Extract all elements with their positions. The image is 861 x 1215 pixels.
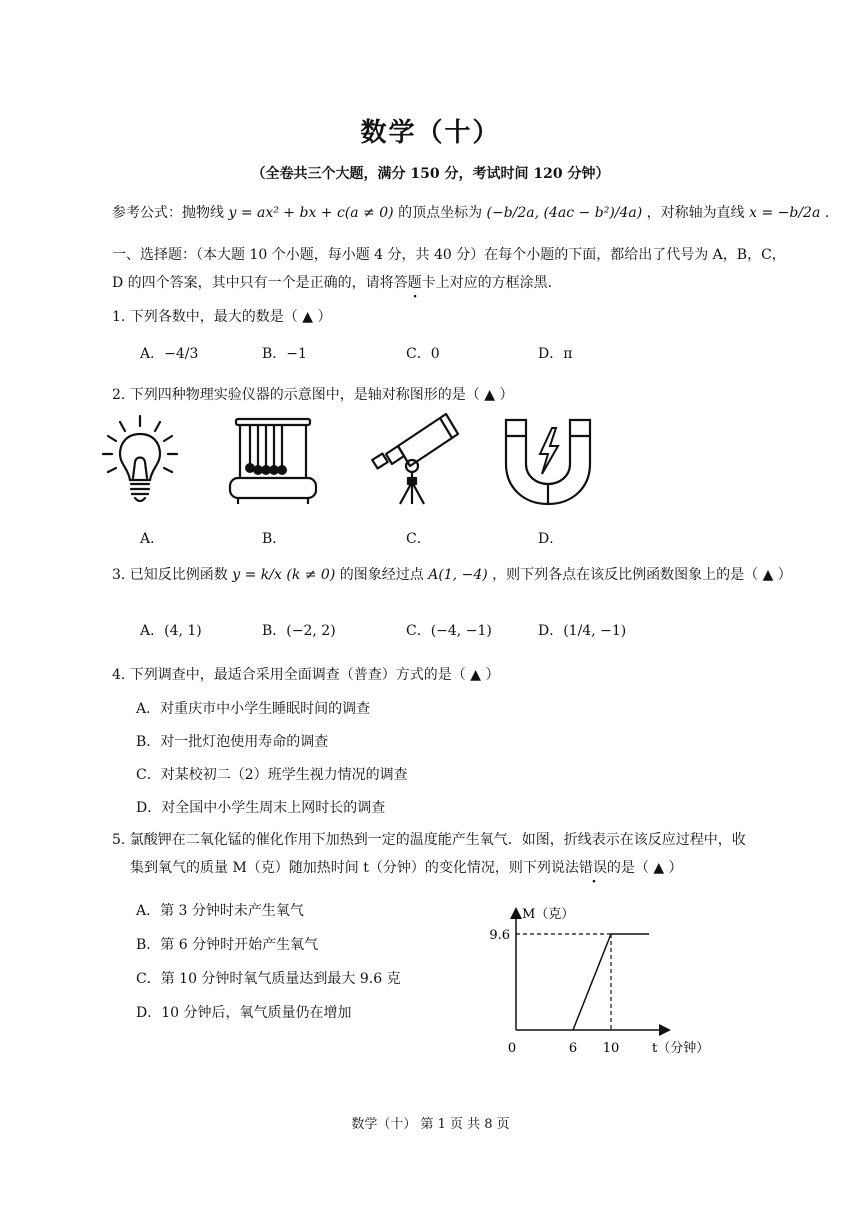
q2-option-c: C． bbox=[406, 531, 431, 547]
q1-option-c: C．0 bbox=[406, 346, 440, 362]
q4-option-b: B．对一批灯泡使用寿命的调查 bbox=[136, 734, 329, 750]
x-axis-label: t（分钟） bbox=[652, 1041, 710, 1056]
q1-option-d: D．π bbox=[538, 346, 573, 362]
section1-line1-text: 一、选择题：（本大题 10 个小题，每小题 4 分，共 40 分）在每个小题的下面，都给出了代号为 A，B，C， bbox=[112, 247, 786, 263]
q3-function: y = k/x (k ≠ 0) bbox=[232, 567, 336, 583]
q5-line1: 5. 氯酸钾在二氧化锰的催化作用下加热到一定的温度能产生氧气．如图，折线表示在该反应过程中，收 bbox=[112, 832, 746, 848]
section1-line2-a: D 的四个答案，其中只有一个是正确的，请将 bbox=[112, 275, 394, 291]
q5-option-d: D．10 分钟后，氧气质量仍在增加 bbox=[136, 1005, 352, 1021]
section1-line2-emphasis: 答题卡 bbox=[393, 275, 436, 291]
q1-stem: 1. 下列各数中，最大的数是（ ▲ ） bbox=[112, 309, 332, 325]
y-axis-label: M（克） bbox=[522, 907, 575, 922]
horseshoe-magnet-icon bbox=[500, 414, 596, 508]
page-subtitle: （全卷共三个大题，满分 150 分，考试时间 120 分钟） bbox=[251, 166, 610, 182]
q4-option-c: C．对某校初二（2）班学生视力情况的调查 bbox=[136, 767, 408, 783]
page-footer: 数学（十） 第 1 页 共 8 页 bbox=[351, 1117, 510, 1132]
q2-option-d: D． bbox=[538, 531, 564, 547]
q5-line2 bbox=[130, 858, 683, 878]
formula-vertex-text: 的顶点坐标为 bbox=[398, 205, 483, 221]
q3-stem-a: 3. 已知反比例函数 bbox=[112, 567, 228, 583]
origin-label: 0 bbox=[507, 1041, 517, 1056]
q4-option-a: A．对重庆市中小学生睡眠时间的调查 bbox=[136, 701, 371, 717]
q4-stem: 4. 下列调查中，最适合采用全面调查（普查）方式的是（ ▲ ） bbox=[112, 667, 500, 683]
q3-option-b: B．(−2, 2) bbox=[262, 623, 336, 639]
oxygen-mass-chart bbox=[480, 900, 740, 1062]
reference-formula bbox=[112, 203, 829, 223]
section1-line2 bbox=[112, 273, 552, 293]
telescope-icon bbox=[368, 408, 468, 508]
section1-line1 bbox=[112, 245, 786, 265]
formula-axis: x = −b/2a . bbox=[749, 205, 830, 221]
q2-stem: 2. 下列四种物理实验仪器的示意图中，是轴对称图形的是（ ▲ ） bbox=[112, 387, 514, 403]
q3-stem-c: ，则下列各点在该反比例函数图象上的是（ ▲ ） bbox=[492, 567, 792, 583]
y-tick-label: 9.6 bbox=[489, 928, 510, 943]
q3-stem-b: 的图象经过点 bbox=[339, 567, 424, 583]
q3-stem bbox=[112, 565, 792, 585]
formula-parabola: y = ax² + bx + c(a ≠ 0) bbox=[228, 205, 394, 221]
q1-option-b: B．−1 bbox=[262, 346, 307, 362]
x-tick-label: 10 bbox=[602, 1041, 620, 1056]
q2-option-a: A． bbox=[140, 531, 165, 547]
q1-option-a: A．−4/3 bbox=[140, 346, 199, 362]
q5-line2-emphasis: 错误 bbox=[578, 860, 607, 876]
q5-option-c: C．第 10 分钟时氧气质量达到最大 9.6 克 bbox=[136, 971, 401, 987]
light-bulb-icon bbox=[100, 410, 180, 510]
page-title: 数学（十） bbox=[360, 118, 501, 148]
q3-option-d: D．(1/4, −1) bbox=[538, 623, 627, 639]
formula-vertex: (−b/2a, (4ac − b²)/4a) bbox=[486, 205, 643, 221]
series-segment-1 bbox=[573, 934, 611, 1030]
x-tick-label: 6 bbox=[568, 1041, 578, 1056]
q5-option-b: B．第 6 分钟时开始产生氧气 bbox=[136, 937, 319, 953]
formula-axis-text: ，对称轴为直线 bbox=[646, 205, 745, 221]
q5-line2-c: 的是（ ▲ ） bbox=[606, 860, 683, 876]
newtons-cradle-icon bbox=[228, 416, 318, 508]
formula-lead: 参考公式：抛物线 bbox=[112, 205, 224, 221]
q2-option-b: B． bbox=[262, 531, 287, 547]
q5-line2-a: 集到氧气的质量 M（克）随加热时间 t（分钟）的变化情况，则下列说法 bbox=[130, 860, 579, 876]
q3-option-a: A．(4, 1) bbox=[140, 623, 202, 639]
q5-option-a: A．第 3 分钟时未产生氧气 bbox=[136, 903, 304, 919]
q3-option-c: C．(−4, −1) bbox=[406, 623, 492, 639]
q3-point: A(1, −4) bbox=[428, 567, 488, 583]
section1-line2-c: 上对应的方框涂黑. bbox=[435, 275, 553, 291]
q4-option-d: D．对全国中小学生周末上网时长的调查 bbox=[136, 800, 386, 816]
